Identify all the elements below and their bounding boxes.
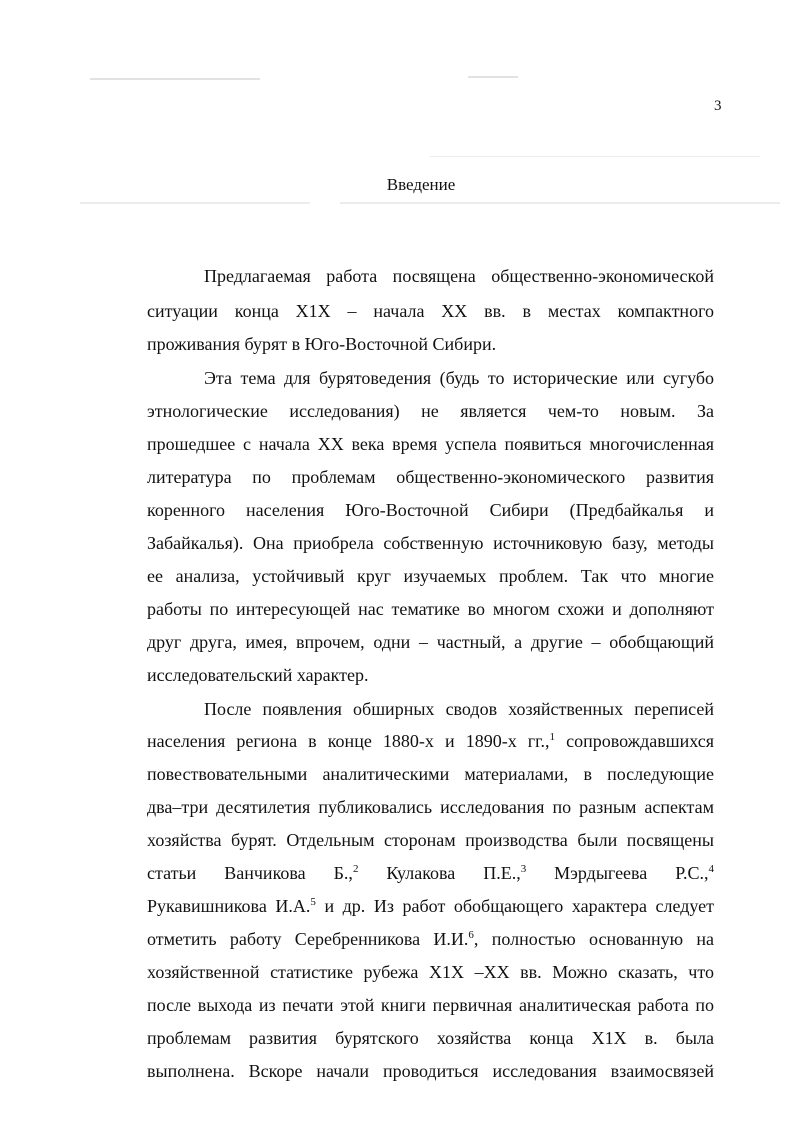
footnote-ref: 1 xyxy=(549,731,556,743)
text-line: После появления обширных сводов хозяйственных переписей xyxy=(204,699,714,719)
text-line xyxy=(147,894,714,918)
text-line: хозяйственной статистике рубежа Х1Х –XX вв. Можно сказать, что xyxy=(147,962,714,982)
text-word: Кулакова xyxy=(386,863,456,883)
text-line: литература по проблемам общественно-экономического развития xyxy=(147,467,714,487)
text-segment: Рукавишникова И.А. xyxy=(147,896,311,916)
text-line: два–три десятилетия публиковались исследования по разным аспектам xyxy=(147,797,714,817)
text-line: Эта тема для бурятоведения (будь то исторические или сугубо xyxy=(204,368,714,388)
text-line: Забайкалья). Она приобрела собственную источниковую базу, методы xyxy=(147,533,714,553)
text-line: друг друга, имея, впрочем, одни – частный, а другие – обобщающий xyxy=(147,632,714,652)
scan-noise-top xyxy=(90,78,260,80)
text-line: проблемам развития бурятского хозяйства конца Х1Х в. была xyxy=(147,1028,714,1048)
text-line: работы по интересующей нас тематике во многом схожи и дополняют xyxy=(147,599,714,619)
text-line: повествовательными аналитическими материалами, в последующие xyxy=(147,764,714,784)
page-number: 3 xyxy=(714,98,722,114)
scan-noise-rule xyxy=(430,156,760,157)
text-word: П.Е., xyxy=(483,863,521,883)
page-title: Введение xyxy=(386,175,456,194)
text-word: Р.С., xyxy=(675,863,709,883)
text-line: проживания бурят в Юго-Восточной Сибири. xyxy=(147,334,497,354)
scan-noise-right xyxy=(340,202,780,204)
text-segment: сопровождавшихся xyxy=(555,731,714,751)
scan-noise-left xyxy=(80,202,310,204)
text-word: Мэрдыгеева xyxy=(554,863,648,883)
footnote-ref: 4 xyxy=(708,863,715,875)
scan-noise-top-mid xyxy=(468,76,518,78)
text-line: выполнена. Вскоре начали проводиться исследования взаимосвязей xyxy=(147,1061,714,1081)
text-line: ее анализа, устойчивый круг изучаемых проблем. Так что многие xyxy=(147,566,714,586)
footnote-ref: 5 xyxy=(310,896,316,908)
text-segment: отметить работу Серебренникова И.И. xyxy=(147,929,469,949)
text-line: этнологические исследования) не является чем-то новым. За xyxy=(147,401,714,421)
text-line: ситуации конца Х1Х – начала XX вв. в местах компактного xyxy=(147,301,714,321)
text-line: исследовательский характер. xyxy=(147,665,369,685)
text-line xyxy=(147,861,714,885)
text-word: Ванчикова xyxy=(224,863,306,883)
text-segment: и др. Из работ обобщающего характера следует xyxy=(315,896,714,916)
footnote-ref: 2 xyxy=(352,863,359,875)
text-line: прошедшее с начала XX века время успела появиться многочисленная xyxy=(147,434,714,454)
footnote-ref: 3 xyxy=(520,863,527,875)
text-word: Б., xyxy=(333,863,353,883)
text-line: после выхода из печати этой книги первичная аналитическая работа по xyxy=(147,995,714,1015)
text-line xyxy=(147,927,714,951)
text-word: статьи xyxy=(147,863,197,883)
text-segment: населения региона в конце 1880-х и 1890-х гг., xyxy=(147,731,550,751)
text-segment: , полностью основанную на xyxy=(473,929,714,949)
text-line: Предлагаемая работа посвящена общественно-экономической xyxy=(204,266,714,286)
text-line: коренного населения Юго-Восточной Сибири (Предбайкалья и xyxy=(147,500,714,520)
text-line: хозяйства бурят. Отдельным сторонам производства были посвящены xyxy=(147,830,714,850)
footnote-ref: 6 xyxy=(468,929,474,941)
text-line xyxy=(147,729,714,753)
